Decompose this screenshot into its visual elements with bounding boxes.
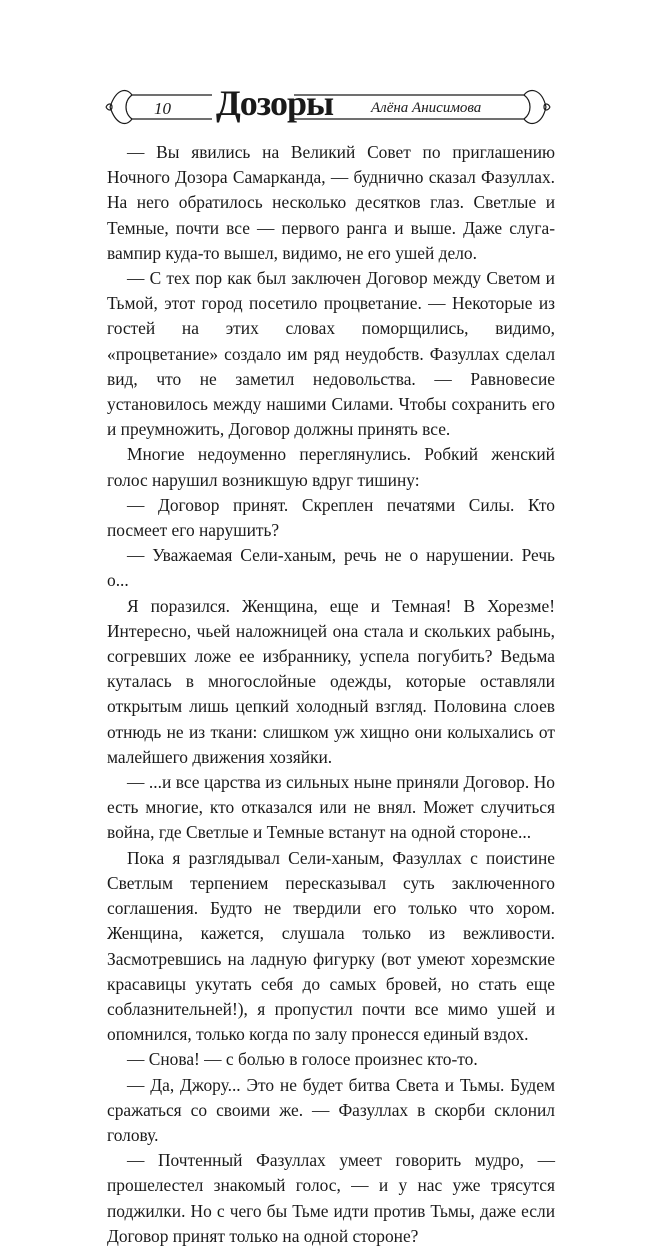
- page-number: 10: [154, 99, 171, 118]
- series-logo: Дозоры: [216, 83, 334, 123]
- paragraph: Многие недоуменно переглянулись. Робкий женский голос нарушил возникшую вдруг тишину:: [107, 444, 555, 490]
- paragraph: — Уважаемая Сели-ханым, речь не о нарушении. Речь о...: [107, 545, 555, 591]
- paragraph: Пока я разглядывал Сели-ханым, Фазуллах с поистине Светлым терпением пересказывал суть заключенного соглашения. Будто не твердили его только что хором. Женщина, кажется, слушала только из вежливости. Засмотревшись на ладную фигурку (вот умеют хорезмские красавицы укутать себя до самых бровей, но стать еще соблазнительней!), я пропустил почти все мимо ушей и опомнился, только когда по залу пронесся единый вздох.: [107, 847, 555, 1045]
- paragraph: — Почтенный Фазуллах умеет говорить мудро, — прошелестел знакомый голос, — и у нас уже трясутся поджилки. Но с чего бы Тьме идти против Тьмы, даже если Договор принят только на одной стороне?: [107, 1150, 555, 1246]
- paragraph: — Да, Джору... Это не будет битва Света и Тьмы. Будем сражаться со своими же. — Фазуллах в скорби склонил голову.: [107, 1074, 555, 1145]
- paragraph: — Снова! — с болью в голосе произнес кто-то.: [127, 1049, 478, 1070]
- body-text: [107, 140, 555, 1249]
- paragraph: — ...и все царства из сильных ныне приняли Договор. Но есть многие, кто отказался или не внял. Может случиться война, где Светлые и Темные встанут на одной стороне...: [107, 772, 555, 843]
- paragraph: — Договор принят. Скреплен печатями Силы. Кто посмеет его нарушить?: [107, 494, 555, 541]
- author-name: Алёна Анисимова: [371, 100, 482, 116]
- running-header: [104, 75, 552, 139]
- paragraph: — С тех пор как был заключен Договор между Светом и Тьмой, этот город посетило процветание. — Некоторые из гостей на этих словах поморщились, видимо, «процветание» создало им ряд неудобств. Фазуллах сделал вид, что не заметил недовольства. — Равновесие установилось между нашими Силами. Чтобы сохранить его и преумножить, Договор должны принять все.: [107, 268, 555, 440]
- paragraph: Я поразился. Женщина, еще и Темная! В Хорезме! Интересно, чьей наложницей она стала и скольких рабынь, согревших ложе ее избраннику, успела погубить? Ведьма куталась в многослойные одежды, которые оставляли открытым лишь цепкий холодный взгляд. Половина слоев отнюдь не из ткани: слишком уж хищно они колыхались от малейшего движения хозяйки.: [107, 595, 555, 767]
- paragraph: — Вы явились на Великий Совет по приглашению Ночного Дозора Самарканда, — буднично сказал Фазуллах. На него обратилось несколько десятков глаз. Светлые и Темные, почти все — первого ранга и выше. Даже слуга-вампир куда-то вышел, видимо, не его ушей дело.: [107, 142, 555, 263]
